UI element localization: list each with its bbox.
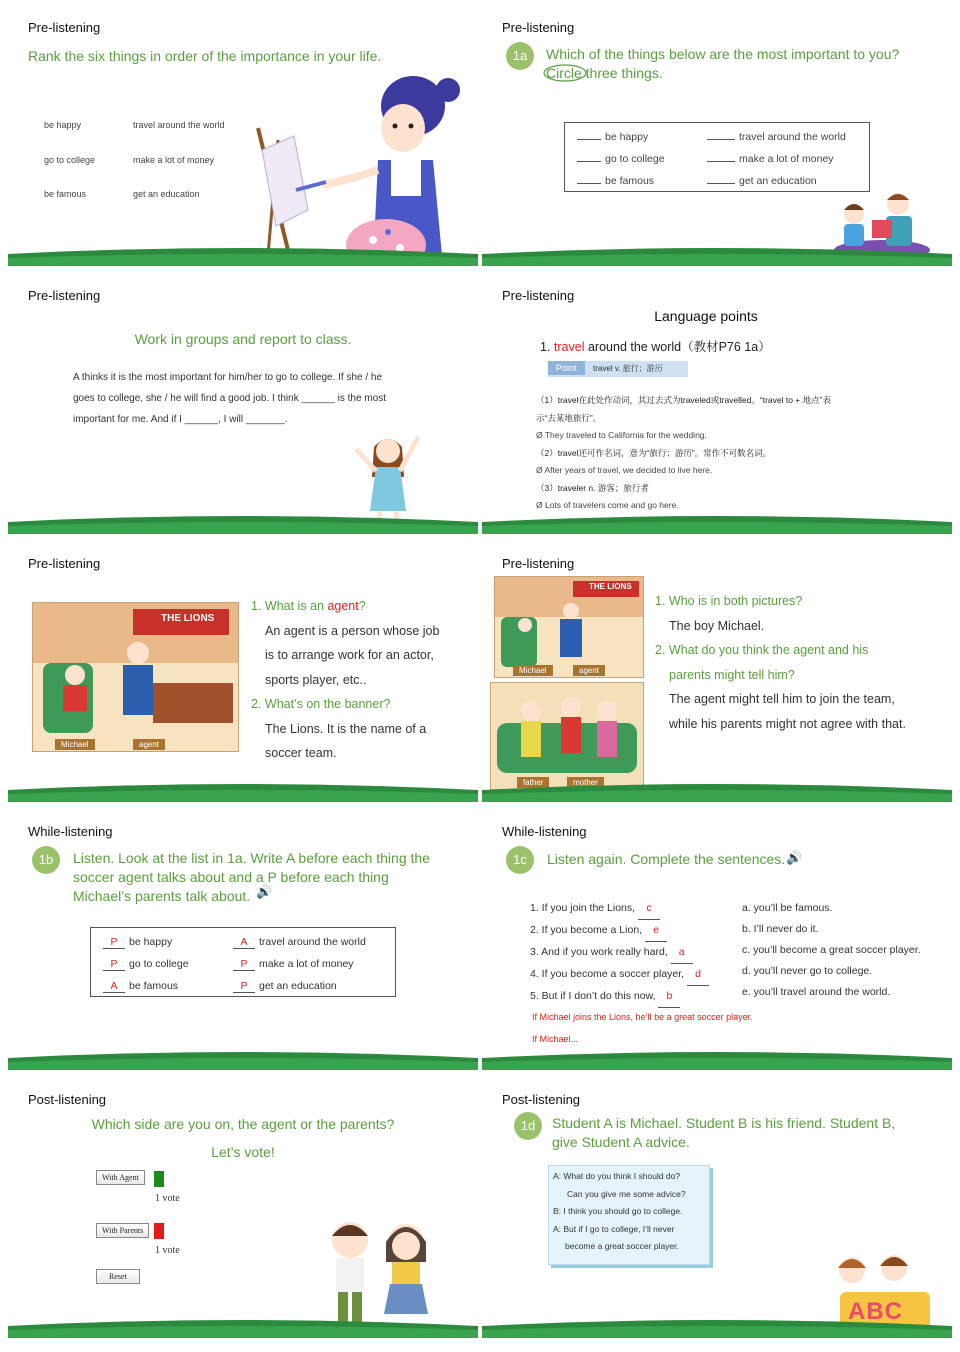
green-wave-footer	[8, 512, 478, 534]
list-item: go to college	[44, 155, 96, 165]
section-label: Pre-listening	[28, 288, 101, 303]
question-text: 1. What is an	[251, 599, 324, 613]
section-label: Pre-listening	[28, 556, 101, 571]
example-line: Ø Lots of travelers come and go here.	[536, 500, 679, 510]
slide-title: Which side are you on, the agent or the parents?	[91, 1116, 395, 1132]
point-keyword: travel	[553, 340, 585, 354]
section-label: Pre-listening	[502, 288, 575, 303]
office-scene-graphic	[33, 603, 238, 751]
answer-mark: P	[233, 980, 255, 993]
banner-text: THE LIONS	[589, 582, 632, 591]
badge-1b: 1b	[32, 846, 60, 874]
dialogue-box	[548, 1165, 710, 1265]
badge-1a: 1a	[506, 42, 534, 70]
green-wave-footer	[8, 1048, 478, 1070]
answer-mark: d	[687, 964, 709, 986]
sentence-row	[530, 942, 713, 964]
answer-mark: P	[103, 936, 125, 949]
slide-title: Listen again. Complete the sentences.	[547, 851, 786, 867]
question-keyword: agent	[327, 599, 359, 613]
answer-line: The boy Michael.	[669, 618, 765, 633]
explanation-line: （2）travel还可作名词，意为“旅行；游历”。常作不可数名词。	[536, 447, 772, 458]
section-label: Pre-listening	[502, 20, 575, 35]
answer-line: is to arrange work for an actor,	[265, 648, 434, 662]
point-number: 1.	[540, 340, 551, 354]
list-item: be famous	[44, 189, 87, 199]
office-picture	[494, 576, 644, 678]
point-rest: around the world（教材P76 1a）	[587, 340, 771, 354]
family-picture	[490, 682, 644, 790]
sentence-text: 1. If you join the Lions,	[530, 902, 636, 914]
section-label: Pre-listening	[502, 556, 575, 571]
slide-6	[482, 540, 952, 802]
answer-mark: A	[103, 980, 125, 993]
option-item: be famous	[605, 175, 655, 187]
sentence-row	[530, 964, 713, 986]
question-2-cont: parents might tell him?	[669, 667, 795, 682]
example-note: If Michael...	[532, 1034, 579, 1044]
dialogue-line: Can you give me some advice?	[567, 1188, 686, 1199]
sentence-text: 3. And if you work really hard,	[530, 946, 668, 958]
sentence-row	[530, 920, 713, 942]
point-heading	[540, 337, 771, 355]
vote-parents-button[interactable]: With Parents	[96, 1223, 149, 1238]
list-item: be happy	[44, 120, 82, 130]
option-item: be famous	[129, 980, 179, 992]
badge-1c: 1c	[506, 846, 534, 874]
option-item: travel around the world	[739, 131, 846, 143]
option-item: go to college	[129, 958, 189, 970]
paragraph-line: A thinks it is the most important for him/her to go to college. If she / he	[73, 372, 383, 383]
painter-girl-illustration	[248, 70, 468, 266]
list-item: get an education	[133, 189, 200, 199]
option-item: get an education	[259, 980, 337, 992]
ending-option: a. you’ll be famous.	[742, 902, 833, 914]
dialogue-line: A: What do you think I should do?	[553, 1171, 681, 1181]
slide-8	[482, 808, 952, 1070]
point-tag-text: travel v. 旅行；游历	[593, 364, 663, 373]
two-kids-illustration	[318, 1218, 438, 1330]
example-note: If Michael joins the Lions, he’ll be a great soccer player.	[532, 1012, 753, 1022]
slide-7	[8, 808, 478, 1070]
slide-title: Listen. Look at the list in 1a. Write A before each thing the soccer agent talks about and a P before each thing Michael’s parents talk about.	[73, 850, 430, 904]
parents-vote-count: 1 vote	[155, 1245, 180, 1256]
reset-button[interactable]: Reset	[96, 1269, 140, 1284]
abc-letters: ABC	[848, 1298, 903, 1325]
slide-title: Which of the things below are the most important to you? Circle three things.	[546, 46, 900, 81]
answer-mark: b	[658, 986, 680, 1008]
answer-mark: e	[645, 920, 667, 942]
slide-1	[8, 4, 478, 266]
explanation-line: （1）travel在此处作动词，其过去式为traveled或travelled。“travel to + 地点”表	[536, 395, 831, 405]
section-label: While-listening	[502, 824, 587, 839]
question-1: 1. Who is in both pictures?	[655, 594, 803, 608]
option-item: be happy	[129, 936, 173, 948]
slide-title: Rank the six things in order of the importance in your life.	[28, 48, 382, 64]
answer-mark: A	[233, 936, 255, 949]
question-2: 2. What’s on the banner?	[251, 697, 391, 711]
banner-text: THE LIONS	[161, 613, 215, 624]
section-label: Post-listening	[28, 1092, 107, 1107]
label-father: father	[517, 777, 549, 788]
dialogue-line: become a great soccer player.	[565, 1241, 679, 1251]
slide-5	[8, 540, 478, 802]
label-mother: mother	[567, 777, 604, 788]
ending-option: b. I’ll never do it.	[742, 923, 819, 935]
answer-line: The Lions. It is the name of a	[265, 721, 427, 736]
badge-1d: 1d	[514, 1112, 542, 1140]
answer-mark: c	[638, 898, 660, 920]
qa-block	[655, 589, 906, 736]
list-item: travel around the world	[133, 120, 225, 130]
slide-title: Work in groups and report to class.	[134, 331, 352, 347]
green-wave-footer	[8, 780, 478, 802]
option-item: make a lot of money	[739, 153, 834, 165]
question-2: 2. What do you think the agent and his	[655, 643, 869, 657]
example-line: Ø After years of travel, we decided to live here.	[536, 465, 713, 475]
point-tag-bar	[548, 361, 688, 377]
family-scene-graphic	[491, 683, 643, 789]
question-1	[251, 594, 439, 619]
slide-title: Language points	[654, 308, 758, 324]
option-item: travel around the world	[259, 936, 366, 948]
green-wave-footer	[482, 1048, 952, 1070]
agent-vote-bar	[154, 1171, 164, 1187]
agent-vote-count: 1 vote	[155, 1193, 180, 1204]
answer-line: while his parents might not agree with that.	[669, 716, 906, 731]
explanation	[536, 392, 916, 515]
slide-subtitle: Let’s vote!	[211, 1144, 275, 1160]
answer-line: sports player, etc..	[265, 672, 367, 687]
paragraph-line: goes to college, she / he will find a good job. I think ______ is the most	[73, 393, 386, 404]
explanation-line: （3）traveler n. 游客；旅行者	[536, 482, 649, 493]
sentence-text: 5. But if I don’t do this now,	[530, 990, 656, 1002]
section-label: Pre-listening	[28, 20, 101, 35]
office-illustration	[32, 602, 239, 752]
question-mark: ?	[358, 599, 366, 613]
point-tag: Point	[548, 361, 585, 375]
label-michael: Michael	[513, 665, 553, 676]
answer-line: An agent is a person whose job	[265, 623, 440, 638]
slide-2	[482, 4, 952, 266]
speaker-icon[interactable]: 🔊	[786, 850, 803, 865]
label-michael: Michael	[55, 739, 95, 750]
explanation-line: 示“去某地旅行”。	[536, 412, 602, 423]
paragraph-line: important for me. And if I ______, I will _______.	[73, 414, 288, 425]
answers-box	[90, 927, 396, 997]
ending-option: e. you’ll travel around the world.	[742, 986, 891, 998]
qa-block	[251, 594, 439, 766]
ending-option: d. you’ll never go to college.	[742, 965, 873, 977]
slide-3	[8, 272, 478, 534]
speaker-icon[interactable]: 🔊	[256, 884, 273, 899]
office-scene-graphic	[495, 577, 643, 677]
dialogue-line: B: I think you should go to college.	[553, 1206, 683, 1216]
option-item: go to college	[605, 153, 665, 165]
option-item: get an education	[739, 175, 817, 187]
sentence-endings	[742, 898, 921, 1003]
answer-mark: a	[671, 942, 693, 964]
answer-mark: P	[103, 958, 125, 971]
sentence-starts	[530, 898, 713, 1008]
sentence-text: 4. If you become a soccer player,	[530, 968, 685, 980]
answer-line: soccer team.	[265, 746, 337, 760]
options-box	[564, 122, 870, 192]
green-wave-footer	[8, 244, 478, 266]
green-wave-footer	[482, 512, 952, 534]
label-agent: agent	[573, 665, 605, 676]
section-label: While-listening	[28, 824, 113, 839]
green-wave-footer	[482, 1316, 952, 1338]
slide-title: Student A is Michael. Student B is his friend. Student B, give Student A advice.	[552, 1115, 896, 1150]
sentence-text: 2. If you become a Lion,	[530, 924, 643, 936]
ending-option: c. you’ll become a great soccer player.	[742, 944, 921, 956]
vote-agent-button[interactable]: With Agent	[96, 1170, 145, 1185]
answer-mark: P	[233, 958, 255, 971]
slide-4	[482, 272, 952, 534]
slide-9	[8, 1076, 478, 1338]
sentence-row	[530, 898, 713, 920]
section-label: Post-listening	[502, 1092, 581, 1107]
paragraph	[73, 367, 386, 430]
answer-line: The agent might tell him to join the team,	[669, 692, 895, 706]
green-wave-footer	[482, 244, 952, 266]
circle-mark	[542, 63, 588, 83]
green-wave-footer	[8, 1316, 478, 1338]
parents-vote-bar	[154, 1223, 164, 1239]
example-line: Ø They traveled to California for the wedding.	[536, 430, 707, 440]
green-wave-footer	[482, 780, 952, 802]
label-agent: agent	[133, 739, 165, 750]
list-item: make a lot of money	[133, 155, 215, 165]
option-item: be happy	[605, 131, 649, 143]
slide-10	[482, 1076, 952, 1338]
option-item: make a lot of money	[259, 958, 354, 970]
sentence-row	[530, 986, 713, 1008]
dialogue-line: A: But if I go to college, I’ll never	[553, 1223, 675, 1234]
